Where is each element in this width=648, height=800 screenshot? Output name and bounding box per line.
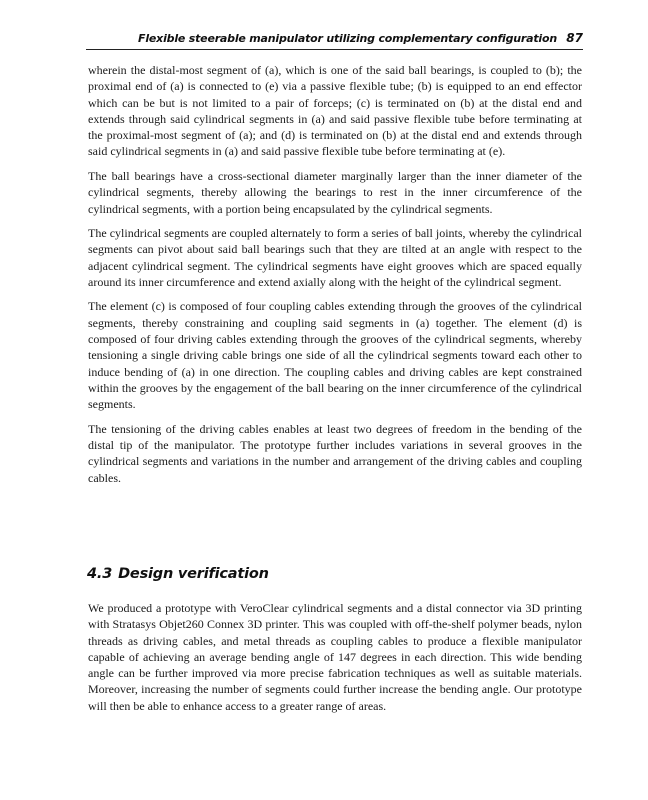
paragraph: We produced a prototype with VeroClear cylindrical segments and a distal connector via 3D printing with Stratasys Objet260 Connex 3D printer. This was coupled with off-the-shelf polymer beads, nylon threads as driving cables, and metal threads as coupling cables to produce a flexible manipulator capable of achieving an average bending angle of 147 degrees in each direction. This wide bending angle can be further improved via more precise fabrication techniques as well as suitable materials. Moreover, increasing the number of segments could further increase the bending angle. Our prototype will then be able to enhance access to a greater range of areas. [88,601,582,713]
section-number: 4.3 [87,566,113,582]
paragraph: The tensioning of the driving cables enables at least two degrees of freedom in the bending of the distal tip of the manipulator. The prototype further includes variations in several grooves in the cylindrical segments and variations in the number and arrangement of the driving cables and coupling cables. [88,421,582,485]
paragraph: The cylindrical segments are coupled alternately to form a series of ball joints, whereby the cylindrical segments can pivot about said ball bearings such that they are tilted at an angle with respect to the adjacent cylindrical segment. The cylindrical segments have eight grooves which are spaced equally around its inner circumference and extend axially along with the height of the cylindrical segment. [88,226,582,289]
page-number: 87 [566,31,583,45]
body-text-top [88,62,582,494]
running-header [86,29,583,50]
paragraph: The ball bearings have a cross-sectional diameter marginally larger than the inner diameter of the cylindrical segments, thereby allowing the bearings to rest in the inner circumference of the cylindrical segments, with a portion being encapsulated by the cylindrical segments. [88,168,582,216]
section-heading [87,566,269,582]
section-title: Design verification [118,566,269,582]
paragraph: wherein the distal-most segment of (a), which is one of the said ball bearings, is coupled to (b); the proximal end of (a) is connected to (e) via a passive flexible tube; (b) is equipped to an end effector which can be but is not limited to a pair of forceps; (c) is terminated on (b) at the distal end and extends through said cylindrical segments in (a) and said passive flexible tube before terminating at the proximal-most segment of (a); and (d) is terminated on (b) at the distal end and extends through said cylindrical segments in (a) and said passive flexible tube before terminating at (e). [88,63,582,159]
body-text-bottom [88,600,582,722]
running-title: Flexible steerable manipulator utilizing complementary configuration [138,32,557,45]
paragraph: The element (c) is composed of four coupling cables extending through the grooves of the cylindrical segments, thereby constraining and coupling said segments in (a) together. The element (d) is composed of four driving cables extending through the grooves of the cylindrical segments, whereby tensioning a single driving cable brings one side of all the cylindrical segments toward each other to induce bending of (a) in one direction. The coupling cables and driving cables are kept constrained within the grooves by the engagement of the ball bearing on the inner circumference of the cylindrical segments. [88,299,582,412]
